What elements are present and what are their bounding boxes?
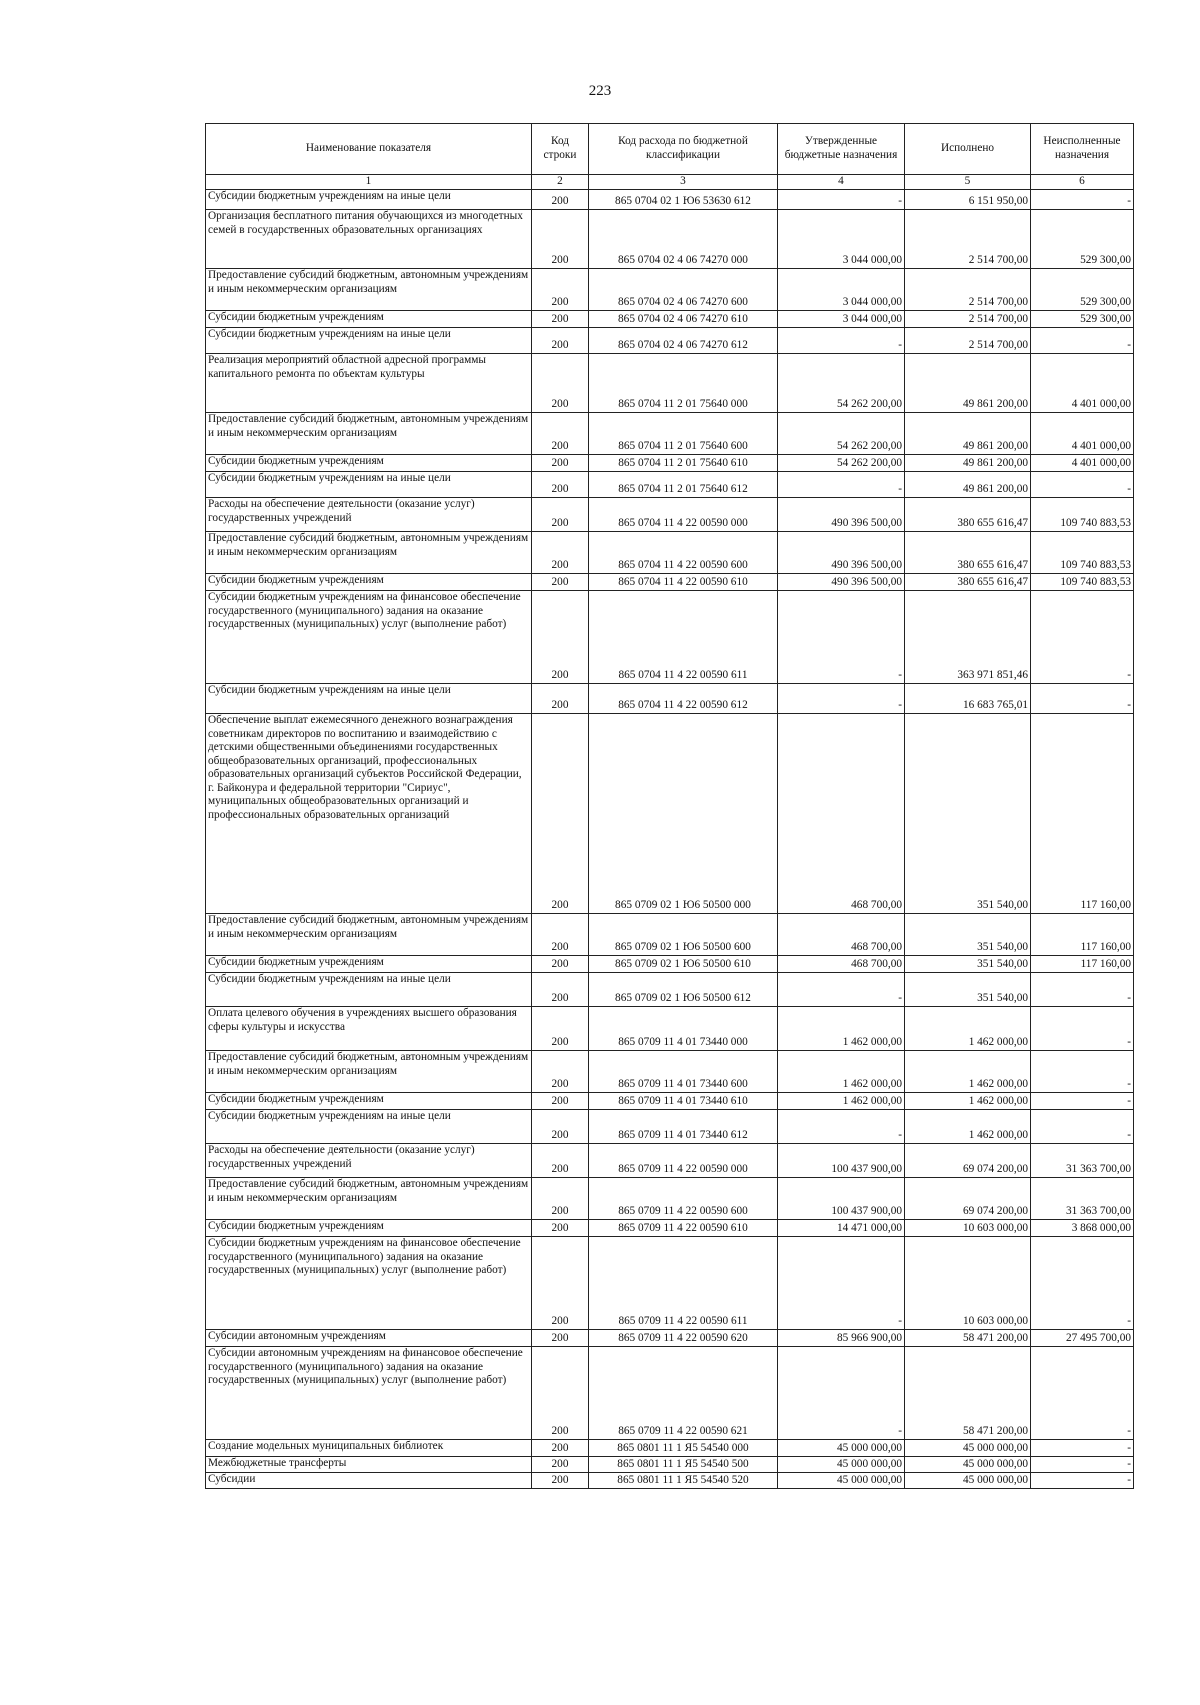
page-number: 223 bbox=[588, 83, 612, 99]
row-unexecuted-cell: 529 300,00 bbox=[1031, 210, 1134, 269]
table-row bbox=[206, 714, 1134, 914]
table-row bbox=[206, 973, 1134, 1007]
row-approved-cell: 490 396 500,00 bbox=[778, 574, 905, 591]
row-line-code-cell: 200 bbox=[532, 973, 589, 1007]
row-line-code-cell: 200 bbox=[532, 1110, 589, 1144]
row-budget-code-cell: 865 0704 11 2 01 75640 612 bbox=[589, 472, 778, 498]
row-name-cell: Субсидии бюджетным учреждениям на финансовое обеспечение государственного (муниципального) задания на оказание государственных (муниципальных) услуг (выполнение работ) bbox=[206, 1237, 532, 1330]
row-unexecuted-cell: - bbox=[1031, 684, 1134, 714]
column-header-approved: Утвержденные бюджетные назначения bbox=[778, 124, 905, 175]
row-approved-cell: 85 966 900,00 bbox=[778, 1330, 905, 1347]
row-approved-cell: 45 000 000,00 bbox=[778, 1473, 905, 1489]
row-approved-cell: - bbox=[778, 190, 905, 210]
row-name-cell: Обеспечение выплат ежемесячного денежного вознаграждения советникам директоров по воспитанию и взаимодействию с детскими общественными объединениями государственных общеобразовательных организаций, профессиональных образовательных организаций субъектов Российской Федерации, г. Байконура и федеральной территории "Сириус", муниципальных общеобразовательных организаций и профессиональных образовательных организаций bbox=[206, 714, 532, 914]
table-row bbox=[206, 328, 1134, 354]
row-approved-cell: 14 471 000,00 bbox=[778, 1220, 905, 1237]
row-line-code-cell: 200 bbox=[532, 1093, 589, 1110]
row-unexecuted-cell: 117 160,00 bbox=[1031, 914, 1134, 956]
row-executed-cell: 10 603 000,00 bbox=[905, 1220, 1031, 1237]
row-executed-cell: 58 471 200,00 bbox=[905, 1330, 1031, 1347]
row-executed-cell: 380 655 616,47 bbox=[905, 574, 1031, 591]
row-name-cell: Субсидии бюджетным учреждениям на иные цели bbox=[206, 684, 532, 714]
table-row bbox=[206, 1007, 1134, 1051]
row-executed-cell: 1 462 000,00 bbox=[905, 1110, 1031, 1144]
row-approved-cell: 54 262 200,00 bbox=[778, 413, 905, 455]
row-executed-cell: 351 540,00 bbox=[905, 714, 1031, 914]
row-approved-cell: 490 396 500,00 bbox=[778, 532, 905, 574]
row-budget-code-cell: 865 0704 02 4 06 74270 600 bbox=[589, 269, 778, 311]
row-approved-cell: - bbox=[778, 328, 905, 354]
row-unexecuted-cell: - bbox=[1031, 1440, 1134, 1457]
row-name-cell: Предоставление субсидий бюджетным, автономным учреждениям и иным некоммерческим организациям bbox=[206, 1051, 532, 1093]
row-name-cell: Организация бесплатного питания обучающихся из многодетных семей в государственных образовательных организациях bbox=[206, 210, 532, 269]
row-approved-cell: 468 700,00 bbox=[778, 956, 905, 973]
table-row bbox=[206, 1330, 1134, 1347]
row-name-cell: Субсидии бюджетным учреждениям на финансовое обеспечение государственного (муниципального) задания на оказание государственных (муниципальных) услуг (выполнение работ) bbox=[206, 591, 532, 684]
row-budget-code-cell: 865 0709 02 1 Ю6 50500 612 bbox=[589, 973, 778, 1007]
table-row bbox=[206, 684, 1134, 714]
column-header-unexecuted: Неисполненные назначения bbox=[1031, 124, 1134, 175]
row-executed-cell: 49 861 200,00 bbox=[905, 455, 1031, 472]
row-name-cell: Субсидии бюджетным учреждениям bbox=[206, 455, 532, 472]
row-executed-cell: 69 074 200,00 bbox=[905, 1144, 1031, 1178]
row-unexecuted-cell: 529 300,00 bbox=[1031, 269, 1134, 311]
row-line-code-cell: 200 bbox=[532, 269, 589, 311]
row-unexecuted-cell: 27 495 700,00 bbox=[1031, 1330, 1134, 1347]
row-executed-cell: 351 540,00 bbox=[905, 914, 1031, 956]
table-row bbox=[206, 1220, 1134, 1237]
column-number-row bbox=[206, 175, 1134, 190]
row-executed-cell: 6 151 950,00 bbox=[905, 190, 1031, 210]
row-budget-code-cell: 865 0709 11 4 22 00590 610 bbox=[589, 1220, 778, 1237]
row-line-code-cell: 200 bbox=[532, 1330, 589, 1347]
row-approved-cell: 3 044 000,00 bbox=[778, 311, 905, 328]
column-header-budget-code: Код расхода по бюджетной классификации bbox=[589, 124, 778, 175]
row-name-cell: Субсидии бюджетным учреждениям на иные цели bbox=[206, 973, 532, 1007]
row-line-code-cell: 200 bbox=[532, 1237, 589, 1330]
table-row bbox=[206, 269, 1134, 311]
row-line-code-cell: 200 bbox=[532, 413, 589, 455]
row-approved-cell: 100 437 900,00 bbox=[778, 1144, 905, 1178]
column-header-executed: Исполнено bbox=[905, 124, 1031, 175]
row-unexecuted-cell: 4 401 000,00 bbox=[1031, 354, 1134, 413]
row-unexecuted-cell: 4 401 000,00 bbox=[1031, 413, 1134, 455]
row-name-cell: Субсидии бюджетным учреждениям bbox=[206, 956, 532, 973]
row-unexecuted-cell: - bbox=[1031, 591, 1134, 684]
table-row bbox=[206, 1144, 1134, 1178]
row-budget-code-cell: 865 0704 02 4 06 74270 000 bbox=[589, 210, 778, 269]
column-number: 3 bbox=[589, 175, 778, 190]
row-unexecuted-cell: - bbox=[1031, 472, 1134, 498]
column-number: 1 bbox=[206, 175, 532, 190]
row-name-cell: Субсидии бюджетным учреждениям bbox=[206, 311, 532, 328]
row-approved-cell: - bbox=[778, 1237, 905, 1330]
table-row bbox=[206, 532, 1134, 574]
row-line-code-cell: 200 bbox=[532, 1347, 589, 1440]
column-header-line-code: Код строки bbox=[532, 124, 589, 175]
row-executed-cell: 45 000 000,00 bbox=[905, 1457, 1031, 1473]
table-body bbox=[206, 190, 1134, 1489]
table-row bbox=[206, 1457, 1134, 1473]
table-row bbox=[206, 1440, 1134, 1457]
table-row bbox=[206, 956, 1134, 973]
row-unexecuted-cell: 4 401 000,00 bbox=[1031, 455, 1134, 472]
table-row bbox=[206, 354, 1134, 413]
row-executed-cell: 49 861 200,00 bbox=[905, 354, 1031, 413]
row-line-code-cell: 200 bbox=[532, 1440, 589, 1457]
table-row bbox=[206, 210, 1134, 269]
row-name-cell: Предоставление субсидий бюджетным, автономным учреждениям и иным некоммерческим организациям bbox=[206, 269, 532, 311]
row-approved-cell: - bbox=[778, 591, 905, 684]
row-approved-cell: 1 462 000,00 bbox=[778, 1093, 905, 1110]
table-row bbox=[206, 311, 1134, 328]
row-approved-cell: 54 262 200,00 bbox=[778, 455, 905, 472]
row-budget-code-cell: 865 0709 11 4 22 00590 620 bbox=[589, 1330, 778, 1347]
row-budget-code-cell: 865 0704 11 2 01 75640 610 bbox=[589, 455, 778, 472]
row-line-code-cell: 200 bbox=[532, 1457, 589, 1473]
row-name-cell: Субсидии бюджетным учреждениям на иные цели bbox=[206, 328, 532, 354]
row-executed-cell: 2 514 700,00 bbox=[905, 311, 1031, 328]
row-line-code-cell: 200 bbox=[532, 1007, 589, 1051]
row-line-code-cell: 200 bbox=[532, 311, 589, 328]
row-budget-code-cell: 865 0709 11 4 01 73440 000 bbox=[589, 1007, 778, 1051]
row-name-cell: Субсидии бюджетным учреждениям на иные цели bbox=[206, 1110, 532, 1144]
table-row bbox=[206, 1051, 1134, 1093]
row-unexecuted-cell: - bbox=[1031, 1093, 1134, 1110]
row-executed-cell: 16 683 765,01 bbox=[905, 684, 1031, 714]
row-unexecuted-cell: - bbox=[1031, 1007, 1134, 1051]
column-number: 5 bbox=[905, 175, 1031, 190]
row-unexecuted-cell: - bbox=[1031, 1473, 1134, 1489]
row-name-cell: Реализация мероприятий областной адресной программы капитального ремонта по объектам культуры bbox=[206, 354, 532, 413]
row-line-code-cell: 200 bbox=[532, 1473, 589, 1489]
row-budget-code-cell: 865 0704 11 4 22 00590 600 bbox=[589, 532, 778, 574]
table-row bbox=[206, 1347, 1134, 1440]
row-unexecuted-cell: 31 363 700,00 bbox=[1031, 1144, 1134, 1178]
row-budget-code-cell: 865 0709 11 4 01 73440 610 bbox=[589, 1093, 778, 1110]
row-line-code-cell: 200 bbox=[532, 498, 589, 532]
row-executed-cell: 363 971 851,46 bbox=[905, 591, 1031, 684]
row-line-code-cell: 200 bbox=[532, 956, 589, 973]
row-budget-code-cell: 865 0704 11 4 22 00590 611 bbox=[589, 591, 778, 684]
row-line-code-cell: 200 bbox=[532, 1220, 589, 1237]
row-budget-code-cell: 865 0704 11 4 22 00590 000 bbox=[589, 498, 778, 532]
row-line-code-cell: 200 bbox=[532, 190, 589, 210]
row-line-code-cell: 200 bbox=[532, 684, 589, 714]
row-executed-cell: 49 861 200,00 bbox=[905, 413, 1031, 455]
row-executed-cell: 1 462 000,00 bbox=[905, 1007, 1031, 1051]
row-line-code-cell: 200 bbox=[532, 714, 589, 914]
row-executed-cell: 45 000 000,00 bbox=[905, 1440, 1031, 1457]
row-name-cell: Субсидии автономным учреждениям bbox=[206, 1330, 532, 1347]
row-unexecuted-cell: - bbox=[1031, 1457, 1134, 1473]
row-unexecuted-cell: - bbox=[1031, 973, 1134, 1007]
row-executed-cell: 49 861 200,00 bbox=[905, 472, 1031, 498]
row-budget-code-cell: 865 0704 02 4 06 74270 612 bbox=[589, 328, 778, 354]
row-approved-cell: - bbox=[778, 1110, 905, 1144]
row-executed-cell: 45 000 000,00 bbox=[905, 1473, 1031, 1489]
column-number: 6 bbox=[1031, 175, 1134, 190]
row-line-code-cell: 200 bbox=[532, 354, 589, 413]
row-name-cell: Субсидии бюджетным учреждениям на иные цели bbox=[206, 472, 532, 498]
table-row bbox=[206, 591, 1134, 684]
table-header-row bbox=[206, 124, 1134, 175]
row-unexecuted-cell: 529 300,00 bbox=[1031, 311, 1134, 328]
row-line-code-cell: 200 bbox=[532, 574, 589, 591]
row-executed-cell: 69 074 200,00 bbox=[905, 1178, 1031, 1220]
row-approved-cell: 468 700,00 bbox=[778, 914, 905, 956]
row-name-cell: Оплата целевого обучения в учреждениях высшего образования сферы культуры и искусства bbox=[206, 1007, 532, 1051]
row-budget-code-cell: 865 0704 11 2 01 75640 000 bbox=[589, 354, 778, 413]
row-name-cell: Предоставление субсидий бюджетным, автономным учреждениям и иным некоммерческим организациям bbox=[206, 413, 532, 455]
row-unexecuted-cell: 3 868 000,00 bbox=[1031, 1220, 1134, 1237]
row-executed-cell: 1 462 000,00 bbox=[905, 1051, 1031, 1093]
budget-execution-table bbox=[205, 123, 1134, 1489]
row-name-cell: Расходы на обеспечение деятельности (оказание услуг) государственных учреждений bbox=[206, 1144, 532, 1178]
row-budget-code-cell: 865 0709 02 1 Ю6 50500 600 bbox=[589, 914, 778, 956]
row-budget-code-cell: 865 0704 02 1 Ю6 53630 612 bbox=[589, 190, 778, 210]
row-approved-cell: 54 262 200,00 bbox=[778, 354, 905, 413]
row-budget-code-cell: 865 0801 11 1 Я5 54540 000 bbox=[589, 1440, 778, 1457]
row-budget-code-cell: 865 0709 11 4 22 00590 600 bbox=[589, 1178, 778, 1220]
row-approved-cell: 100 437 900,00 bbox=[778, 1178, 905, 1220]
row-budget-code-cell: 865 0704 11 4 22 00590 610 bbox=[589, 574, 778, 591]
row-name-cell: Предоставление субсидий бюджетным, автономным учреждениям и иным некоммерческим организациям bbox=[206, 914, 532, 956]
table-row bbox=[206, 1237, 1134, 1330]
row-budget-code-cell: 865 0709 02 1 Ю6 50500 000 bbox=[589, 714, 778, 914]
row-approved-cell: 45 000 000,00 bbox=[778, 1440, 905, 1457]
row-unexecuted-cell: - bbox=[1031, 1051, 1134, 1093]
row-unexecuted-cell: 109 740 883,53 bbox=[1031, 532, 1134, 574]
table-row bbox=[206, 574, 1134, 591]
row-unexecuted-cell: 31 363 700,00 bbox=[1031, 1178, 1134, 1220]
row-unexecuted-cell: - bbox=[1031, 328, 1134, 354]
row-executed-cell: 380 655 616,47 bbox=[905, 532, 1031, 574]
row-approved-cell: - bbox=[778, 684, 905, 714]
row-unexecuted-cell: 117 160,00 bbox=[1031, 714, 1134, 914]
row-name-cell: Субсидии bbox=[206, 1473, 532, 1489]
table-row bbox=[206, 914, 1134, 956]
row-approved-cell: 45 000 000,00 bbox=[778, 1457, 905, 1473]
row-budget-code-cell: 865 0801 11 1 Я5 54540 500 bbox=[589, 1457, 778, 1473]
row-approved-cell: - bbox=[778, 472, 905, 498]
row-approved-cell: - bbox=[778, 1347, 905, 1440]
row-name-cell: Субсидии бюджетным учреждениям bbox=[206, 1093, 532, 1110]
table-row bbox=[206, 472, 1134, 498]
row-executed-cell: 2 514 700,00 bbox=[905, 210, 1031, 269]
row-approved-cell: - bbox=[778, 973, 905, 1007]
row-unexecuted-cell: 117 160,00 bbox=[1031, 956, 1134, 973]
row-line-code-cell: 200 bbox=[532, 1178, 589, 1220]
row-budget-code-cell: 865 0704 02 4 06 74270 610 bbox=[589, 311, 778, 328]
table-row bbox=[206, 1093, 1134, 1110]
row-budget-code-cell: 865 0709 11 4 22 00590 611 bbox=[589, 1237, 778, 1330]
row-line-code-cell: 200 bbox=[532, 455, 589, 472]
column-header-name: Наименование показателя bbox=[206, 124, 532, 175]
row-line-code-cell: 200 bbox=[532, 591, 589, 684]
row-unexecuted-cell: - bbox=[1031, 190, 1134, 210]
row-unexecuted-cell: 109 740 883,53 bbox=[1031, 498, 1134, 532]
row-budget-code-cell: 865 0709 11 4 01 73440 612 bbox=[589, 1110, 778, 1144]
row-executed-cell: 58 471 200,00 bbox=[905, 1347, 1031, 1440]
row-line-code-cell: 200 bbox=[532, 532, 589, 574]
row-name-cell: Субсидии автономным учреждениям на финансовое обеспечение государственного (муниципального) задания на оказание государственных (муниципальных) услуг (выполнение работ) bbox=[206, 1347, 532, 1440]
table-row bbox=[206, 1110, 1134, 1144]
row-approved-cell: 3 044 000,00 bbox=[778, 269, 905, 311]
row-name-cell: Субсидии бюджетным учреждениям bbox=[206, 1220, 532, 1237]
row-unexecuted-cell: - bbox=[1031, 1110, 1134, 1144]
row-line-code-cell: 200 bbox=[532, 914, 589, 956]
row-line-code-cell: 200 bbox=[532, 472, 589, 498]
row-executed-cell: 2 514 700,00 bbox=[905, 328, 1031, 354]
row-unexecuted-cell: - bbox=[1031, 1347, 1134, 1440]
row-budget-code-cell: 865 0709 11 4 22 00590 000 bbox=[589, 1144, 778, 1178]
row-approved-cell: 3 044 000,00 bbox=[778, 210, 905, 269]
row-name-cell: Субсидии бюджетным учреждениям bbox=[206, 574, 532, 591]
table-row bbox=[206, 455, 1134, 472]
row-approved-cell: 490 396 500,00 bbox=[778, 498, 905, 532]
row-executed-cell: 380 655 616,47 bbox=[905, 498, 1031, 532]
column-number: 2 bbox=[532, 175, 589, 190]
table-row bbox=[206, 1473, 1134, 1489]
row-executed-cell: 351 540,00 bbox=[905, 973, 1031, 1007]
row-name-cell: Субсидии бюджетным учреждениям на иные цели bbox=[206, 190, 532, 210]
row-budget-code-cell: 865 0709 11 4 01 73440 600 bbox=[589, 1051, 778, 1093]
row-line-code-cell: 200 bbox=[532, 1144, 589, 1178]
row-executed-cell: 2 514 700,00 bbox=[905, 269, 1031, 311]
row-budget-code-cell: 865 0709 02 1 Ю6 50500 610 bbox=[589, 956, 778, 973]
row-executed-cell: 10 603 000,00 bbox=[905, 1237, 1031, 1330]
row-approved-cell: 468 700,00 bbox=[778, 714, 905, 914]
row-line-code-cell: 200 bbox=[532, 328, 589, 354]
row-name-cell: Предоставление субсидий бюджетным, автономным учреждениям и иным некоммерческим организациям bbox=[206, 1178, 532, 1220]
table-row bbox=[206, 190, 1134, 210]
row-budget-code-cell: 865 0704 11 2 01 75640 600 bbox=[589, 413, 778, 455]
row-name-cell: Расходы на обеспечение деятельности (оказание услуг) государственных учреждений bbox=[206, 498, 532, 532]
row-executed-cell: 1 462 000,00 bbox=[905, 1093, 1031, 1110]
row-approved-cell: 1 462 000,00 bbox=[778, 1007, 905, 1051]
row-name-cell: Предоставление субсидий бюджетным, автономным учреждениям и иным некоммерческим организациям bbox=[206, 532, 532, 574]
column-number: 4 bbox=[778, 175, 905, 190]
row-name-cell: Создание модельных муниципальных библиотек bbox=[206, 1440, 532, 1457]
row-unexecuted-cell: 109 740 883,53 bbox=[1031, 574, 1134, 591]
row-budget-code-cell: 865 0801 11 1 Я5 54540 520 bbox=[589, 1473, 778, 1489]
row-unexecuted-cell: - bbox=[1031, 1237, 1134, 1330]
row-budget-code-cell: 865 0704 11 4 22 00590 612 bbox=[589, 684, 778, 714]
row-name-cell: Межбюджетные трансферты bbox=[206, 1457, 532, 1473]
table-row bbox=[206, 498, 1134, 532]
table-row bbox=[206, 413, 1134, 455]
table-row bbox=[206, 1178, 1134, 1220]
row-line-code-cell: 200 bbox=[532, 1051, 589, 1093]
row-line-code-cell: 200 bbox=[532, 210, 589, 269]
row-approved-cell: 1 462 000,00 bbox=[778, 1051, 905, 1093]
row-executed-cell: 351 540,00 bbox=[905, 956, 1031, 973]
row-budget-code-cell: 865 0709 11 4 22 00590 621 bbox=[589, 1347, 778, 1440]
